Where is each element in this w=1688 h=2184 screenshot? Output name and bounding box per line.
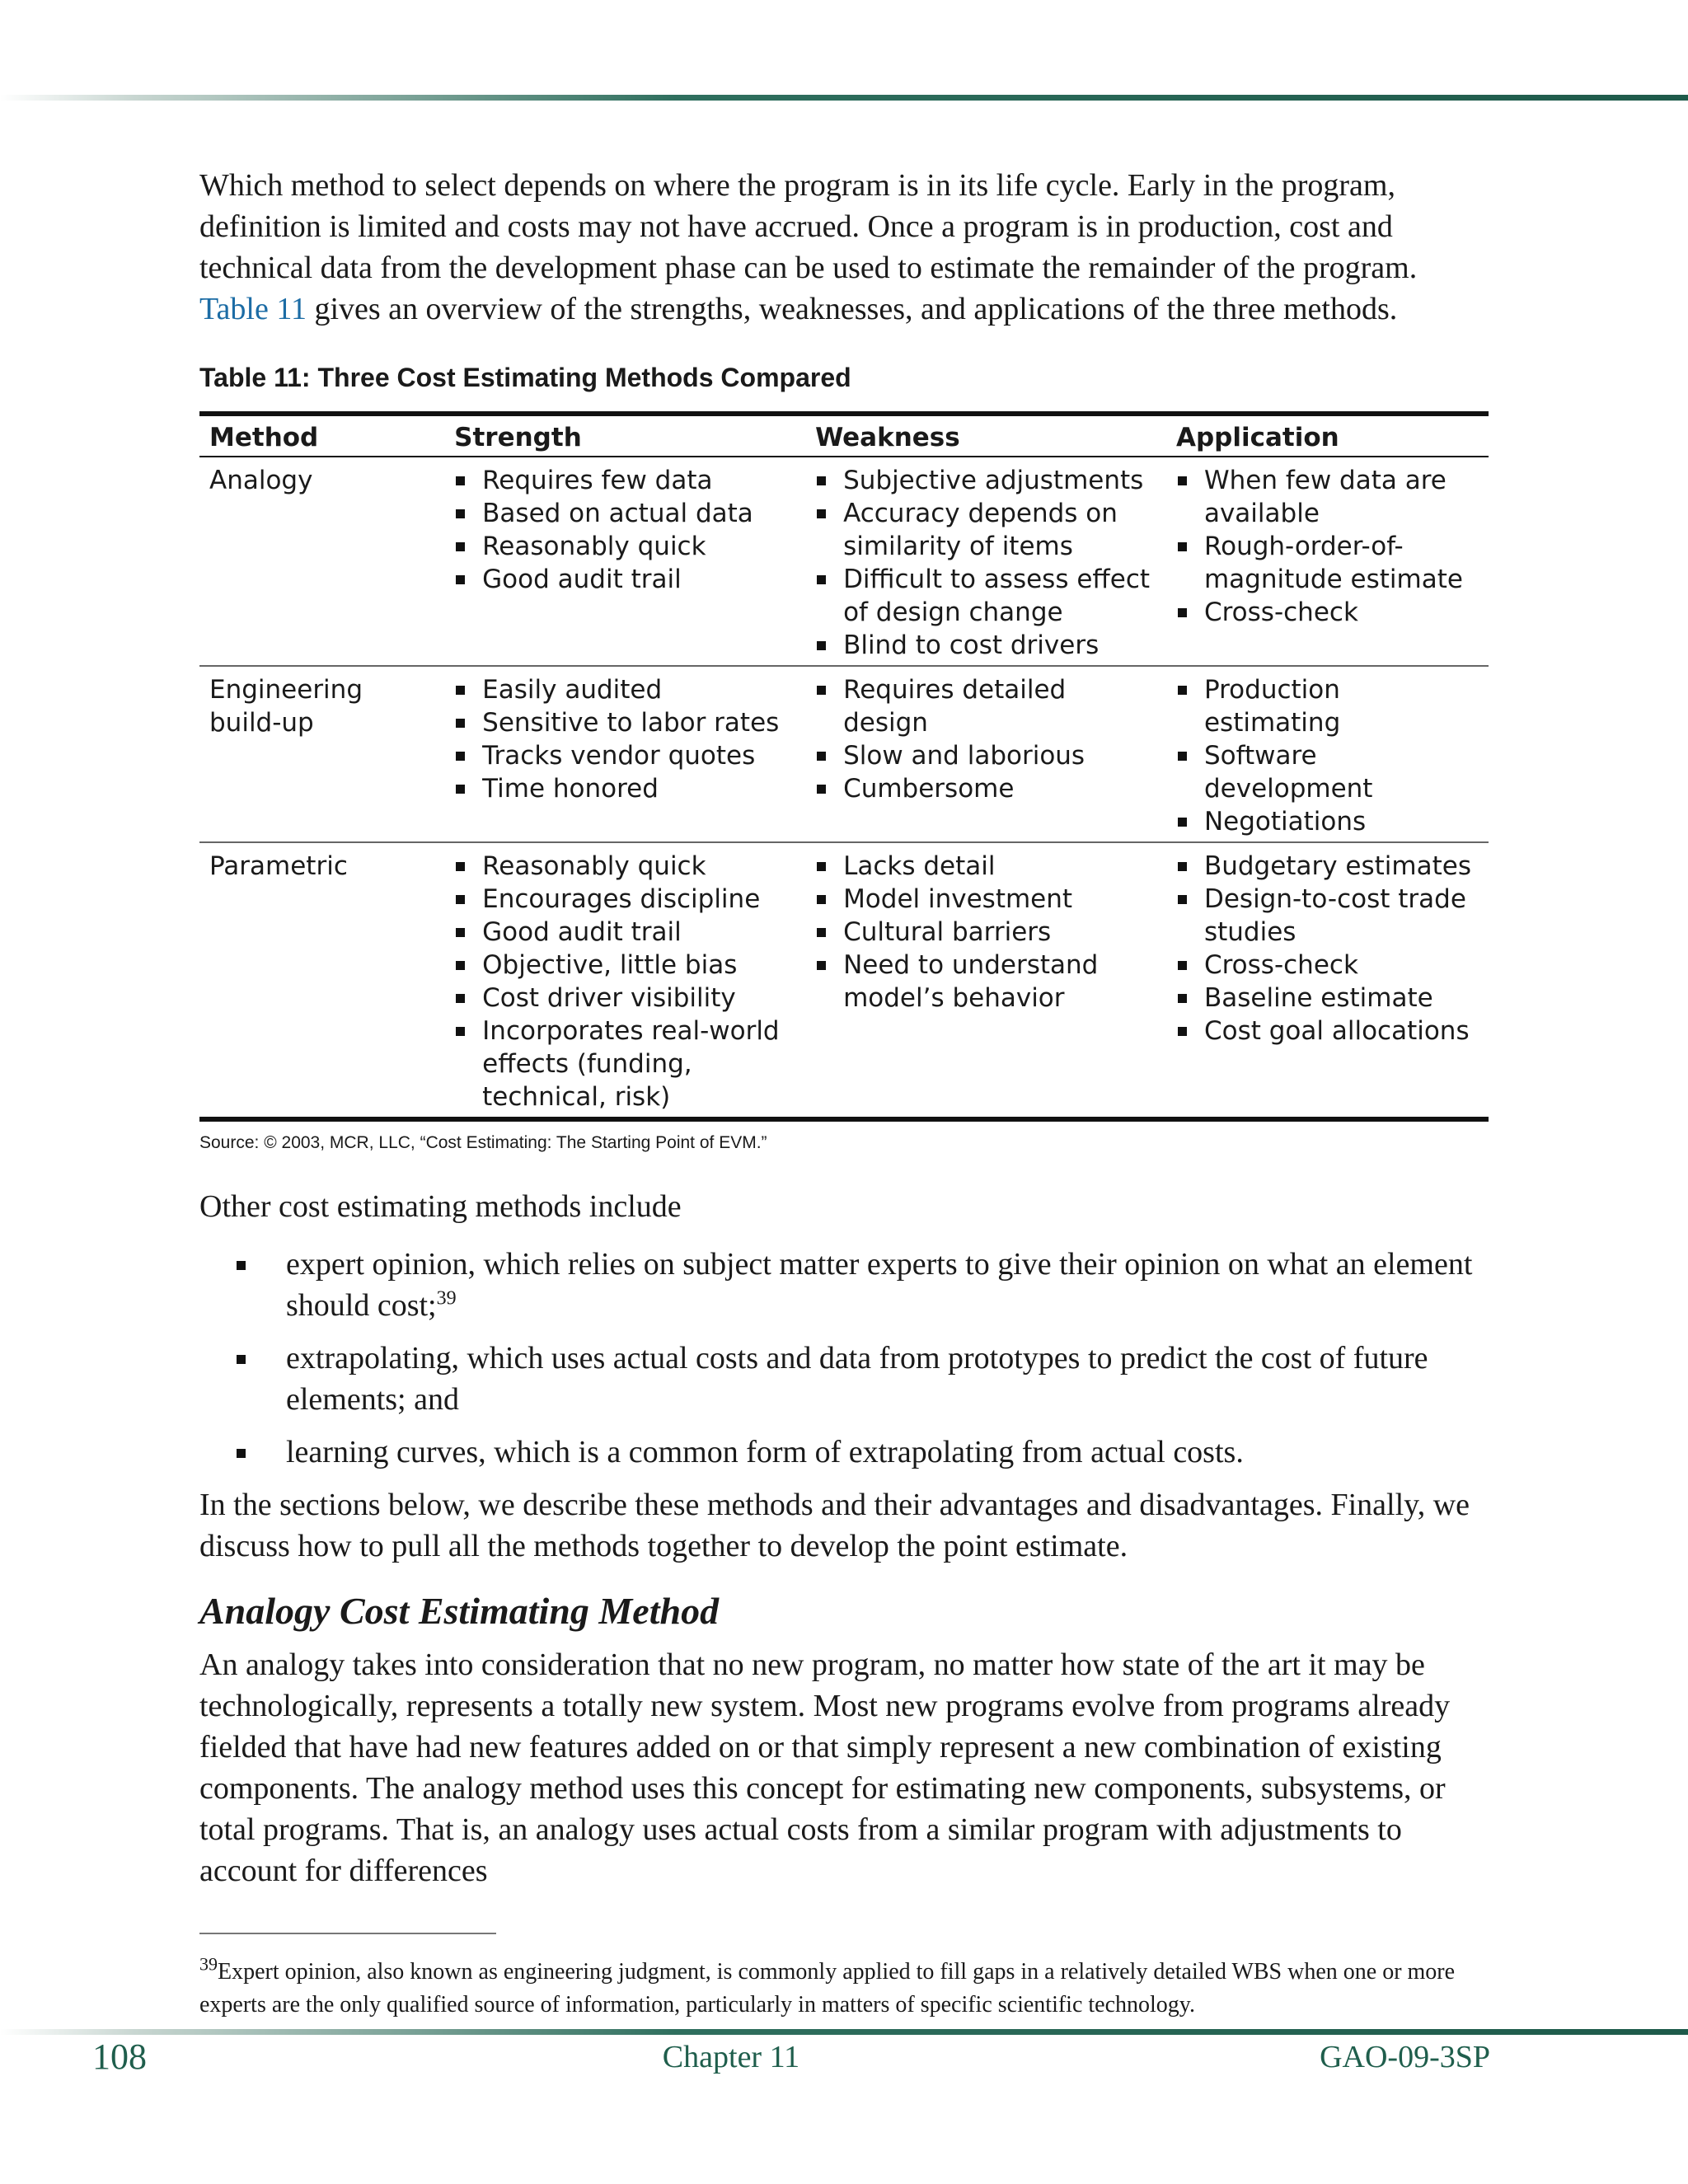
page-content (199, 165, 1489, 2022)
list-item (199, 1338, 1489, 1420)
header-application: Application (1166, 414, 1489, 457)
intro-text-b: gives an overview of the strengths, weaknesses, and applications of the three methods. (306, 292, 1398, 326)
sections-paragraph: In the sections below, we describe these methods and their advantages and disadvantages. Finally, we discuss how to pull all the methods together to develop the point estimate. (199, 1488, 1470, 1563)
header-method: Method (199, 414, 444, 457)
application-cell (1166, 457, 1489, 666)
application-cell (1166, 842, 1489, 1119)
list-item: Rough-order-of-magnitude estimate (1176, 530, 1479, 596)
method-cell: Analogy (199, 457, 444, 666)
analogy-paragraph: An analogy takes into consideration that no new program, no matter how state of the art it may be technologically, represents a totally new system. Most new programs evolve from programs already fielded that have had new features added on or that simply represent a new combination of existing components. The analogy method uses this concept for estimating new components, subsystems, or total programs. That is, an analogy uses actual costs from a similar program with adjustments to account for differences (199, 1647, 1451, 1888)
list-item: Cost goal allocations (1176, 1015, 1479, 1047)
list-item: Based on actual data (454, 497, 795, 530)
list-item-text: expert opinion, which relies on subject matter experts to give their opinion on what an element should cost; (286, 1247, 1473, 1323)
list-item: Good audit trail (454, 916, 795, 949)
other-methods-lead: Other cost estimating methods include (199, 1189, 682, 1224)
list-item-text: extrapolating, which uses actual costs and data from prototypes to predict the cost of future elements; and (286, 1341, 1428, 1417)
list-item: Cultural barriers (815, 916, 1156, 949)
list-item: Time honored (454, 772, 795, 805)
list-item: Cost driver visibility (454, 982, 795, 1015)
list-item: Software development (1176, 739, 1479, 805)
list-item: Subjective adjustments (815, 464, 1156, 497)
table-source: Source: © 2003, MCR, LLC, “Cost Estimating: The Starting Point of EVM.” (199, 1133, 767, 1152)
method-cell: Parametric (199, 842, 444, 1119)
list-item: Production estimating (1176, 673, 1479, 739)
list-item: Budgetary estimates (1176, 850, 1479, 883)
report-number: GAO-09-3SP (1320, 2040, 1490, 2074)
list-item: Slow and laborious (815, 739, 1156, 772)
section-heading: Analogy Cost Estimating Method (199, 1590, 720, 1632)
method-cell: Engineering build-up (199, 666, 444, 842)
intro-paragraph (199, 165, 1489, 330)
header-strength: Strength (444, 414, 805, 457)
list-item: Requires detailed design (815, 673, 1156, 739)
list-item: Objective, little bias (454, 949, 795, 982)
list-item: Lacks detail (815, 850, 1156, 883)
footnote-text: Expert opinion, also known as engineering judgment, is commonly applied to fill gaps in a relatively detailed WBS when one or more experts are the only qualified source of information, particularly in matters of specific scientific technology. (199, 1959, 1456, 2018)
weakness-cell (805, 457, 1166, 666)
page-number: 108 (92, 2036, 147, 2077)
list-item: Cumbersome (815, 772, 1156, 805)
chapter-label: Chapter 11 (662, 2040, 800, 2074)
footnote (199, 1953, 1489, 2022)
list-item: Negotiations (1176, 805, 1479, 838)
strength-cell (444, 842, 805, 1119)
list-item: Design-to-cost trade studies (1176, 883, 1479, 949)
list-item: Need to understand model’s behavior (815, 949, 1156, 1015)
list-item: Accuracy depends on similarity of items (815, 497, 1156, 563)
application-cell (1166, 666, 1489, 842)
list-item: Reasonably quick (454, 530, 795, 563)
header-weakness: Weakness (805, 414, 1166, 457)
list-item: Easily audited (454, 673, 795, 706)
methods-table (199, 411, 1489, 1122)
footer-rule (0, 2029, 1688, 2035)
other-methods-list (199, 1244, 1489, 1473)
weakness-cell (805, 666, 1166, 842)
footnote-number: 39 (199, 1953, 218, 1975)
list-item: Difficult to assess effect of design change (815, 563, 1156, 629)
list-item: Blind to cost drivers (815, 629, 1156, 662)
list-item: Model investment (815, 883, 1156, 916)
list-item: Baseline estimate (1176, 982, 1479, 1015)
strength-cell (444, 457, 805, 666)
table-row-analogy (199, 457, 1489, 666)
strength-cell (444, 666, 805, 842)
list-item: When few data are available (1176, 464, 1479, 530)
table-11-link[interactable]: Table 11 (199, 292, 307, 326)
footnote-divider (199, 1933, 496, 1934)
list-item: Incorporates real-world effects (funding, technical, risk) (454, 1015, 795, 1113)
list-item: Good audit trail (454, 563, 795, 596)
table-title: Table 11: Three Cost Estimating Methods Compared (199, 363, 851, 392)
table-row-engineering (199, 666, 1489, 842)
list-item (199, 1432, 1489, 1473)
list-item: Encourages discipline (454, 883, 795, 916)
list-item: Cross-check (1176, 949, 1479, 982)
list-item: Cross-check (1176, 596, 1479, 629)
intro-text-a: Which method to select depends on where the program is in its life cycle. Early in the program, definition is limited and costs may not have accrued. Once a program is in production, cost and technical data from the development phase can be used to estimate the remainder of the program. (199, 168, 1418, 285)
header-rule (0, 95, 1688, 101)
list-item: Sensitive to labor rates (454, 706, 795, 739)
footnote-ref[interactable]: 39 (436, 1287, 457, 1310)
weakness-cell (805, 842, 1166, 1119)
list-item: Tracks vendor quotes (454, 739, 795, 772)
list-item: Requires few data (454, 464, 795, 497)
table-row-parametric (199, 842, 1489, 1119)
list-item (199, 1244, 1489, 1326)
list-item: Reasonably quick (454, 850, 795, 883)
list-item-text: learning curves, which is a common form of extrapolating from actual costs. (286, 1435, 1244, 1469)
table-header-row (199, 414, 1489, 457)
